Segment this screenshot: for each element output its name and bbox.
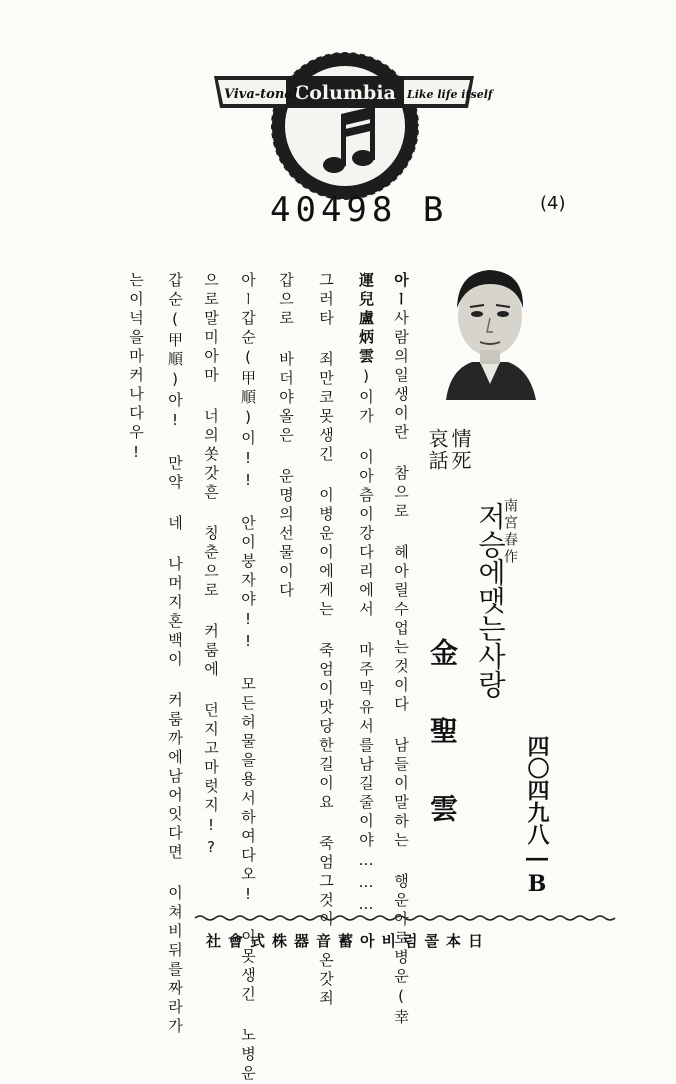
genre-label-1: 情死: [448, 428, 472, 472]
lyric-line-5: 아ー갑순(甲順)이!! 안이붕자야!! 모든허물을용서하여다오! 이못생긴 노병운: [239, 272, 257, 1084]
author-credit: 南宮春作: [502, 498, 518, 566]
lyric-emphasis: 運兒盧炳雲: [357, 272, 375, 367]
logo-left-motto: Viva-tonal: [224, 87, 298, 102]
lyric-line-4: 갑으로 바더야올은 운명의선물이다: [277, 272, 295, 601]
logo-brand-text: Columbia: [294, 82, 396, 104]
lyric-emphasis: 아ー: [392, 272, 410, 310]
lyric-line-7: 갑순(甲順)아! 만약 네 나머지혼백이 커룸까에남어잇다면 이쳐비뒤를짜라가: [166, 272, 184, 1037]
publisher-footer: 社會式株器音蓄아비럼콜本日: [206, 932, 490, 950]
side-catalog-number: 四〇四九八―B: [524, 735, 550, 897]
singer-name: 金聖雲: [426, 638, 459, 872]
columbia-logo: [210, 46, 493, 206]
song-title: 저승에맷는사랑: [474, 502, 507, 698]
lyric-line-3: 그러타 죄만코못생긴 이병운이에게는 죽엄이맛당한길이요 죽엄그것이 온갓죄: [317, 272, 335, 1009]
lyric-line-6: 으로말미아마 너의쏫갓흔 칭춘으로 커룸에 던지고마럿지!?: [202, 272, 220, 860]
logo-right-motto: Like life itself: [407, 88, 493, 101]
lyric-line-8: 는이넉을마커나다우!: [127, 272, 145, 465]
lyric-line-1: 아ー사람의일생이란 참으로 헤아릴수업는것이다 남들이말하는 행운아로병운(幸: [392, 272, 410, 1028]
catalog-number: 40498 B: [270, 190, 449, 230]
singer-portrait: [440, 250, 540, 400]
genre-label-2: 哀話: [425, 428, 449, 472]
wavy-divider: [195, 914, 615, 922]
lyric-line-2: 運兒盧炳雲)이가 이아츰이강다리에서 마주막유서를남길줄이야………: [357, 272, 375, 917]
page-number: (4): [540, 193, 566, 214]
